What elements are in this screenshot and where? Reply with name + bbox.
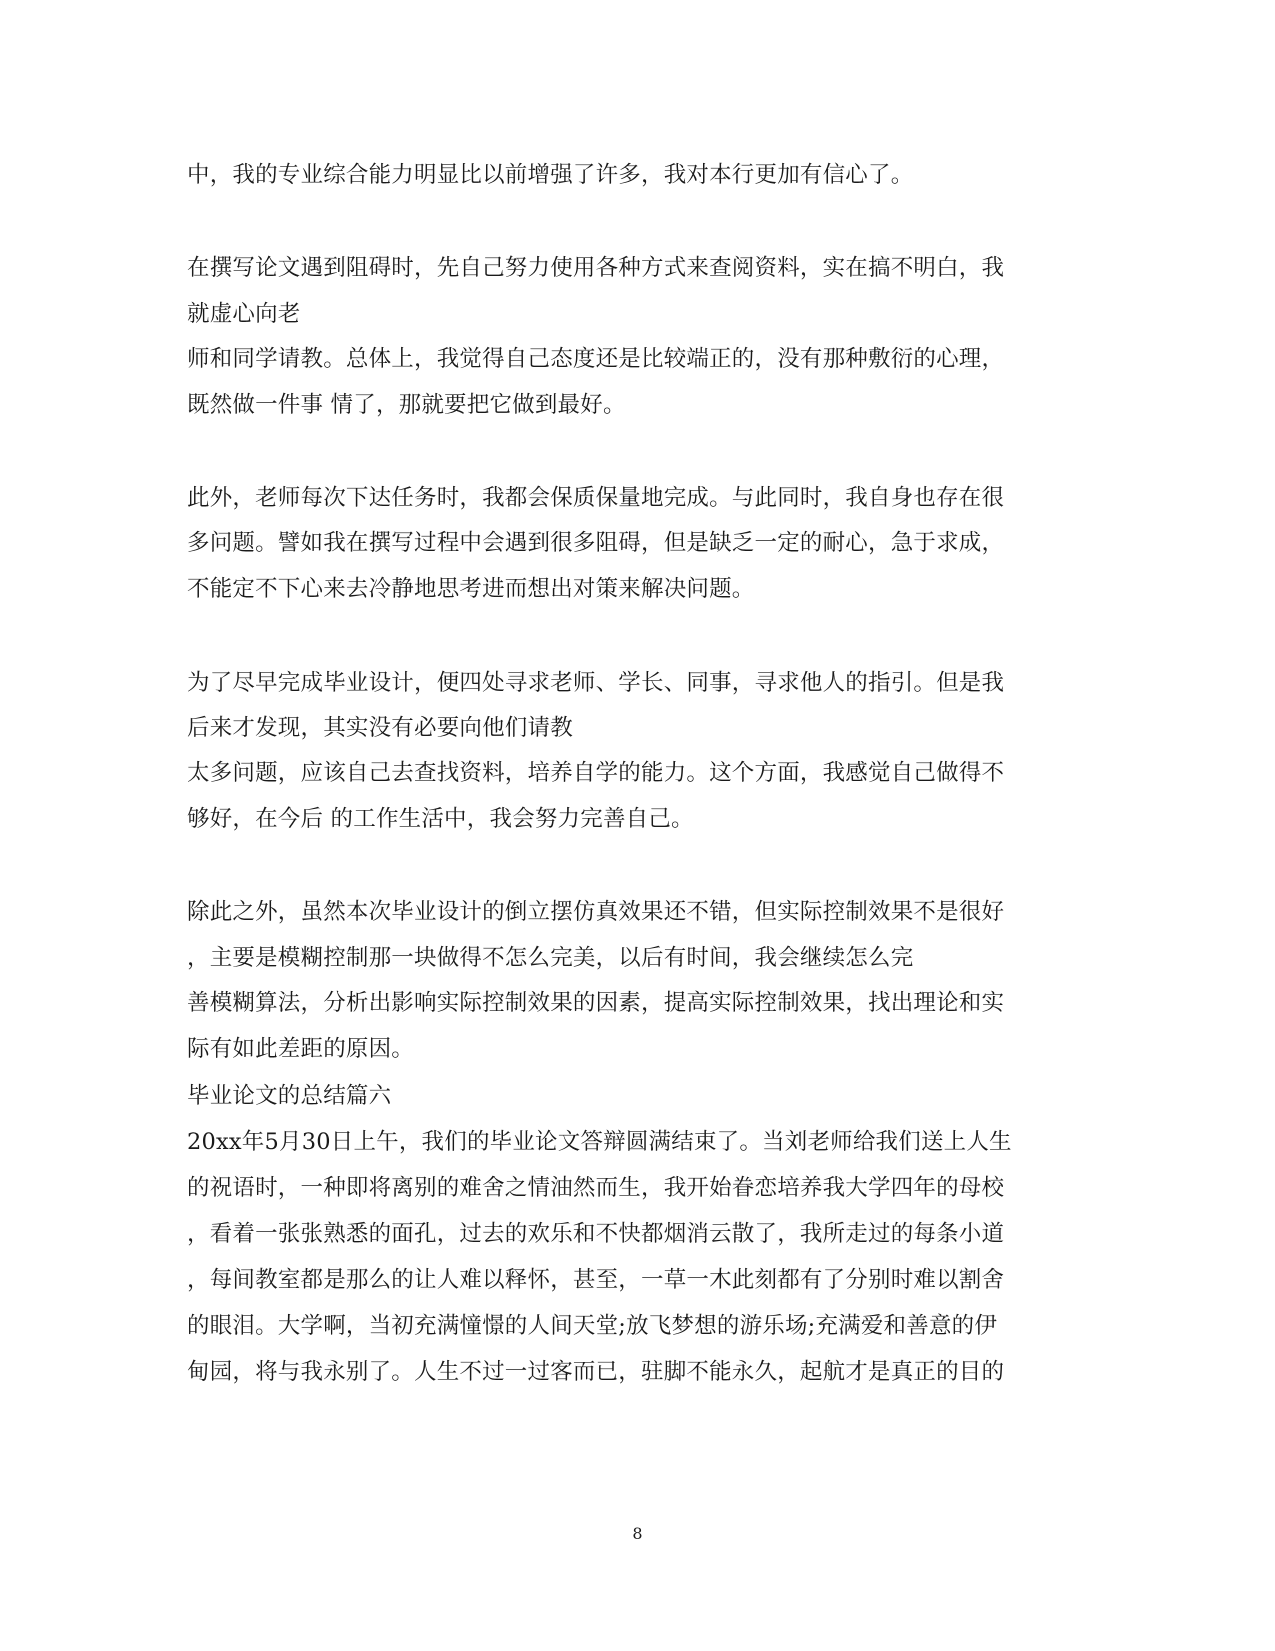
text-line: 中，我的专业综合能力明显比以前增强了许多，我对本行更加有信心了。	[187, 162, 914, 188]
page-number: 8	[632, 1524, 643, 1543]
text-line: 的眼泪。大学啊，当初充满憧憬的人间天堂;放飞梦想的游乐场;充满爱和善意的伊	[187, 1313, 998, 1339]
text-line: ，主要是模糊控制那一块做得不怎么完美，以后有时间，我会继续怎么完	[187, 945, 914, 971]
text-line: 际有如此差距的原因。	[187, 1036, 415, 1062]
text-line: 多问题。譬如我在撰写过程中会遇到很多阻碍，但是缺乏一定的耐心，急于求成，	[187, 530, 1005, 556]
text-line: ，每间教室都是那么的让人难以释怀，甚至，一草一木此刻都有了分别时难以割舍	[187, 1267, 1005, 1293]
text-line: 在撰写论文遇到阻碍时，先自己努力使用各种方式来查阅资料，实在搞不明白，我	[187, 255, 1005, 281]
text-line: 够好，在今后 的工作生活中，我会努力完善自己。	[187, 806, 694, 832]
text-line: 为了尽早完成毕业设计，便四处寻求老师、学长、同事，寻求他人的指引。但是我	[187, 670, 1005, 696]
text-line: 此外，老师每次下达任务时，我都会保质保量地完成。与此同时，我自身也存在很	[187, 485, 1005, 511]
section-heading: 毕业论文的总结篇六	[187, 1083, 392, 1109]
text-line: ，看着一张张熟悉的面孔，过去的欢乐和不快都烟消云散了，我所走过的每条小道	[187, 1221, 1005, 1247]
text-line: 就虚心向老	[187, 301, 301, 327]
text-line: 甸园，将与我永别了。人生不过一过客而已，驻脚不能永久，起航才是真正的目的	[187, 1359, 1005, 1385]
text-line: 善模糊算法，分析出影响实际控制效果的因素，提高实际控制效果，找出理论和实	[187, 990, 1005, 1016]
text-line: 后来才发现，其实没有必要向他们请教	[187, 715, 573, 741]
text-line: 除此之外，虽然本次毕业设计的倒立摆仿真效果还不错，但实际控制效果不是很好	[187, 899, 1005, 925]
text-line: 不能定不下心来去冷静地思考进而想出对策来解决问题。	[187, 576, 755, 602]
text-line: 的祝语时，一种即将离别的难舍之情油然而生，我开始眷恋培养我大学四年的母校	[187, 1175, 1005, 1201]
text-line: 既然做一件事 情了，那就要把它做到最好。	[187, 392, 626, 418]
text-line: 太多问题，应该自己去查找资料，培养自学的能力。这个方面，我感觉自己做得不	[187, 760, 1005, 786]
text-line: 20xx年5月30日上午，我们的毕业论文答辩圆满结束了。当刘老师给我们送上人生	[187, 1129, 1012, 1155]
text-line: 师和同学请教。总体上，我觉得自己态度还是比较端正的，没有那种敷衍的心理，	[187, 346, 1005, 372]
